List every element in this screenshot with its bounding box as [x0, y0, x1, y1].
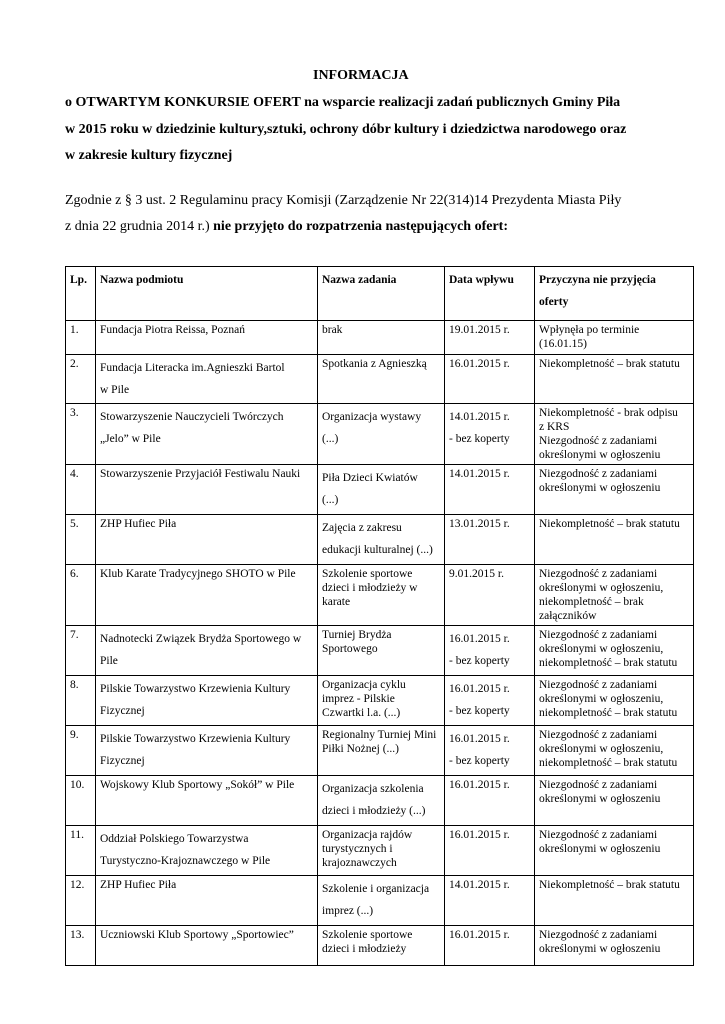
intro-line-2-bold: nie przyjęto do rozpatrzenia następujących ofert: [213, 219, 508, 234]
cell-data [445, 515, 535, 565]
table-row [66, 321, 694, 355]
cell-data [445, 465, 535, 515]
cell-podmiot-line: Pilskie Towarzystwo Krzewienia Kultury [100, 733, 291, 745]
cell-przyczyna-line: Niezgodność z zadaniami [539, 435, 658, 447]
cell-przyczyna-line: z KRS [539, 421, 570, 433]
cell-lp: 7. [66, 626, 96, 676]
cell-podmiot [96, 355, 318, 404]
cell-zadanie [318, 926, 445, 966]
cell-data [445, 321, 535, 355]
cell-data [445, 726, 535, 776]
header-podmiot: Nazwa podmiotu [96, 267, 318, 321]
cell-zadanie-line: imprez (...) [322, 905, 374, 917]
cell-data [445, 404, 535, 465]
cell-zadanie [318, 565, 445, 626]
cell-podmiot-line: Klub Karate Tradycyjnego SHOTO w Pile [100, 568, 296, 580]
cell-zadanie-line: Zajęcia z zakresu [322, 522, 402, 534]
cell-data [445, 355, 535, 404]
cell-podmiot [96, 926, 318, 966]
cell-lp: 8. [66, 676, 96, 726]
cell-zadanie-line: brak [322, 324, 343, 336]
cell-przyczyna-line: załączników [539, 610, 597, 622]
cell-przyczyna-line: Niezgodność z zadaniami [539, 829, 658, 841]
cell-zadanie [318, 355, 445, 404]
cell-data-line: 9.01.2015 r. [449, 568, 504, 580]
cell-zadanie-line: dzieci i młodzieży w [322, 582, 418, 594]
cell-podmiot-line: Pilskie Towarzystwo Krzewienia Kultury [100, 683, 291, 695]
cell-podmiot-line: Fizycznej [100, 755, 145, 767]
cell-przyczyna-line: (16.01.15) [539, 338, 587, 350]
cell-przyczyna [535, 926, 694, 966]
cell-data-line: 13.01.2015 r. [449, 518, 510, 530]
cell-podmiot [96, 465, 318, 515]
cell-przyczyna [535, 776, 694, 826]
cell-data [445, 676, 535, 726]
cell-lp: 2. [66, 355, 96, 404]
cell-podmiot-line: Oddział Polskiego Towarzystwa [100, 833, 249, 845]
cell-zadanie-line: Organizacja szkolenia [322, 783, 424, 795]
intro-line-2 [65, 219, 508, 235]
cell-lp: 3. [66, 404, 96, 465]
cell-zadanie-line: Szkolenie i organizacja [322, 883, 430, 895]
intro-line-1: Zgodnie z § 3 ust. 2 Regulaminu pracy Komisji (Zarządzenie Nr 22(314)14 Prezydenta Miasta Piły [65, 193, 622, 208]
cell-data-line: 16.01.2015 r. [449, 733, 510, 745]
cell-zadanie-line: karate [322, 596, 351, 608]
cell-data-line: 16.01.2015 r. [449, 829, 510, 841]
cell-podmiot [96, 515, 318, 565]
cell-lp: 13. [66, 926, 96, 966]
cell-podmiot-line: Wojskowy Klub Sportowy „Sokół” w Pile [100, 779, 295, 791]
title-line-2: o OTWARTYM KONKURSIE OFERT na wsparcie realizacji zadań publicznych Gminy Piła [65, 95, 621, 110]
cell-podmiot [96, 726, 318, 776]
cell-zadanie-line: Piła Dzieci Kwiatów [322, 472, 418, 484]
cell-zadanie-line: turystycznych i [322, 843, 393, 855]
cell-przyczyna-line: niekompletność – brak statutu [539, 707, 678, 719]
cell-podmiot-line: „Jelo” w Pile [100, 433, 161, 445]
cell-podmiot-line: Stowarzyszenie Nauczycieli Twórczych [100, 411, 284, 423]
cell-przyczyna-line: Niekompletność – brak statutu [539, 879, 680, 891]
cell-zadanie [318, 515, 445, 565]
header-lp: Lp. [66, 267, 96, 321]
title-line-4: w zakresie kultury fizycznej [65, 148, 233, 163]
table-row [66, 565, 694, 626]
cell-przyczyna [535, 515, 694, 565]
cell-zadanie-line: (...) [322, 433, 339, 445]
cell-data [445, 776, 535, 826]
cell-data-line: 16.01.2015 r. [449, 779, 510, 791]
offers-table [65, 266, 694, 966]
cell-przyczyna [535, 321, 694, 355]
cell-zadanie-line: Organizacja wystawy [322, 411, 422, 423]
cell-przyczyna [535, 465, 694, 515]
table-row [66, 626, 694, 676]
cell-podmiot [96, 404, 318, 465]
table-row [66, 776, 694, 826]
cell-przyczyna-line: niekompletność – brak statutu [539, 657, 678, 669]
cell-podmiot-line: ZHP Hufiec Piła [100, 518, 177, 530]
cell-data-line: - bez koperty [449, 655, 510, 667]
cell-lp: 12. [66, 876, 96, 926]
cell-podmiot-line: Pile [100, 655, 118, 667]
table-row [66, 926, 694, 966]
cell-zadanie [318, 465, 445, 515]
cell-lp: 5. [66, 515, 96, 565]
cell-lp: 11. [66, 826, 96, 876]
cell-zadanie-line: (...) [322, 494, 339, 506]
cell-podmiot-line: Fundacja Piotra Reissa, Poznań [100, 324, 246, 336]
cell-przyczyna-line: określonymi w ogłoszeniu, [539, 693, 664, 705]
cell-data-line: - bez koperty [449, 433, 510, 445]
cell-podmiot-line: Fundacja Literacka im.Agnieszki Bartol [100, 362, 285, 374]
cell-zadanie-line: krajoznawczych [322, 857, 397, 869]
cell-przyczyna-line: Niekompletność – brak statutu [539, 358, 680, 370]
cell-przyczyna-line: Niezgodność z zadaniami [539, 929, 658, 941]
cell-przyczyna [535, 626, 694, 676]
cell-przyczyna-line: Niezgodność z zadaniami [539, 468, 658, 480]
cell-przyczyna [535, 876, 694, 926]
cell-podmiot [96, 776, 318, 826]
cell-podmiot [96, 565, 318, 626]
cell-zadanie [318, 876, 445, 926]
cell-przyczyna-line: określonymi w ogłoszeniu, [539, 582, 664, 594]
cell-podmiot-line: Stowarzyszenie Przyjaciół Festiwalu Nauki [100, 468, 301, 480]
table-row [66, 876, 694, 926]
cell-zadanie [318, 776, 445, 826]
table-row [66, 826, 694, 876]
cell-przyczyna-line: Niezgodność z zadaniami [539, 679, 658, 691]
cell-zadanie-line: Organizacja rajdów [322, 829, 413, 841]
cell-lp: 6. [66, 565, 96, 626]
cell-przyczyna-line: określonymi w ogłoszeniu [539, 843, 661, 855]
cell-podmiot-line: Fizycznej [100, 705, 145, 717]
cell-przyczyna-line: określonymi w ogłoszeniu [539, 793, 661, 805]
cell-podmiot [96, 626, 318, 676]
cell-zadanie-line: Sportowego [322, 643, 378, 655]
cell-zadanie [318, 404, 445, 465]
cell-data-line: 16.01.2015 r. [449, 929, 510, 941]
cell-podmiot [96, 876, 318, 926]
cell-przyczyna-line: Niekompletność - brak odpisu [539, 407, 678, 419]
cell-zadanie-line: edukacji kulturalnej (...) [322, 544, 433, 556]
cell-data-line: 19.01.2015 r. [449, 324, 510, 336]
cell-podmiot-line: ZHP Hufiec Piła [100, 879, 177, 891]
cell-zadanie-line: Spotkania z Agnieszką [322, 358, 427, 370]
cell-przyczyna-line: określonymi w ogłoszeniu [539, 943, 661, 955]
cell-zadanie-line: dzieci i młodzieży (...) [322, 805, 426, 817]
cell-przyczyna-line: Niekompletność – brak statutu [539, 518, 680, 530]
cell-data [445, 876, 535, 926]
cell-zadanie-line: Szkolenie sportowe [322, 929, 413, 941]
cell-podmiot [96, 321, 318, 355]
cell-podmiot [96, 676, 318, 726]
table-row [66, 465, 694, 515]
cell-zadanie [318, 726, 445, 776]
cell-data [445, 926, 535, 966]
cell-przyczyna-line: określonymi w ogłoszeniu, [539, 643, 664, 655]
cell-zadanie-line: Piłki Nożnej (...) [322, 743, 399, 755]
cell-podmiot-line: w Pile [100, 384, 130, 396]
cell-zadanie-line: Organizacja cyklu [322, 679, 406, 691]
document-title: INFORMACJA [313, 68, 409, 83]
cell-przyczyna [535, 404, 694, 465]
header-data: Data wpływu [445, 267, 535, 321]
cell-data-line: - bez koperty [449, 705, 510, 717]
cell-data [445, 826, 535, 876]
cell-data [445, 626, 535, 676]
table-row [66, 355, 694, 404]
header-przyczyna [535, 267, 694, 321]
cell-data-line: 16.01.2015 r. [449, 683, 510, 695]
cell-przyczyna-line: niekompletność – brak statutu [539, 757, 678, 769]
cell-zadanie [318, 626, 445, 676]
cell-przyczyna [535, 676, 694, 726]
cell-data [445, 565, 535, 626]
title-line-3: w 2015 roku w dziedzinie kultury,sztuki, ochrony dóbr kultury i dziedzictwa narodowego oraz [65, 122, 627, 137]
cell-zadanie [318, 826, 445, 876]
cell-zadanie-line: dzieci i młodzieży [322, 943, 407, 955]
cell-podmiot [96, 826, 318, 876]
cell-zadanie-line: Szkolenie sportowe [322, 568, 413, 580]
cell-przyczyna [535, 826, 694, 876]
cell-zadanie [318, 321, 445, 355]
table-row [66, 515, 694, 565]
cell-data-line: 14.01.2015 r. [449, 411, 510, 423]
header-przyczyna-line-1: Przyczyna nie przyjęcia [539, 274, 656, 286]
cell-przyczyna-line: Niezgodność z zadaniami [539, 729, 658, 741]
cell-data-line: 14.01.2015 r. [449, 468, 510, 480]
cell-przyczyna-line: niekompletność – brak [539, 596, 644, 608]
table-row [66, 676, 694, 726]
cell-zadanie-line: Turniej Brydża [322, 629, 392, 641]
cell-lp: 10. [66, 776, 96, 826]
cell-zadanie-line: imprez - Pilskie [322, 693, 395, 705]
cell-przyczyna-line: Wpłynęła po terminie [539, 324, 640, 336]
cell-przyczyna-line: Niezgodność z zadaniami [539, 568, 658, 580]
intro-line-2-plain: z dnia 22 grudnia 2014 r.) [65, 219, 214, 234]
table-row [66, 726, 694, 776]
cell-podmiot-line: Turystyczno-Krajoznawczego w Pile [100, 855, 271, 867]
cell-lp: 4. [66, 465, 96, 515]
cell-przyczyna-line: Niezgodność z zadaniami [539, 779, 658, 791]
cell-przyczyna [535, 565, 694, 626]
cell-data-line: 16.01.2015 r. [449, 633, 510, 645]
cell-przyczyna-line: określonymi w ogłoszeniu [539, 449, 661, 461]
cell-data-line: 14.01.2015 r. [449, 879, 510, 891]
cell-przyczyna [535, 355, 694, 404]
cell-przyczyna-line: Niezgodność z zadaniami [539, 629, 658, 641]
cell-zadanie-line: Czwartki l.a. (...) [322, 707, 401, 719]
cell-przyczyna-line: określonymi w ogłoszeniu [539, 482, 661, 494]
table-row [66, 404, 694, 465]
cell-lp: 9. [66, 726, 96, 776]
cell-podmiot-line: Nadnotecki Związek Brydża Sportowego w [100, 633, 302, 645]
table-header-row [66, 267, 694, 321]
header-zadanie: Nazwa zadania [318, 267, 445, 321]
cell-zadanie-line: Regionalny Turniej Mini [322, 729, 437, 741]
cell-przyczyna [535, 726, 694, 776]
cell-zadanie [318, 676, 445, 726]
header-przyczyna-line-2: oferty [539, 296, 569, 308]
cell-lp: 1. [66, 321, 96, 355]
cell-przyczyna-line: określonymi w ogłoszeniu, [539, 743, 664, 755]
cell-data-line: - bez koperty [449, 755, 510, 767]
cell-podmiot-line: Uczniowski Klub Sportowy „Sportowiec” [100, 929, 294, 941]
cell-data-line: 16.01.2015 r. [449, 358, 510, 370]
